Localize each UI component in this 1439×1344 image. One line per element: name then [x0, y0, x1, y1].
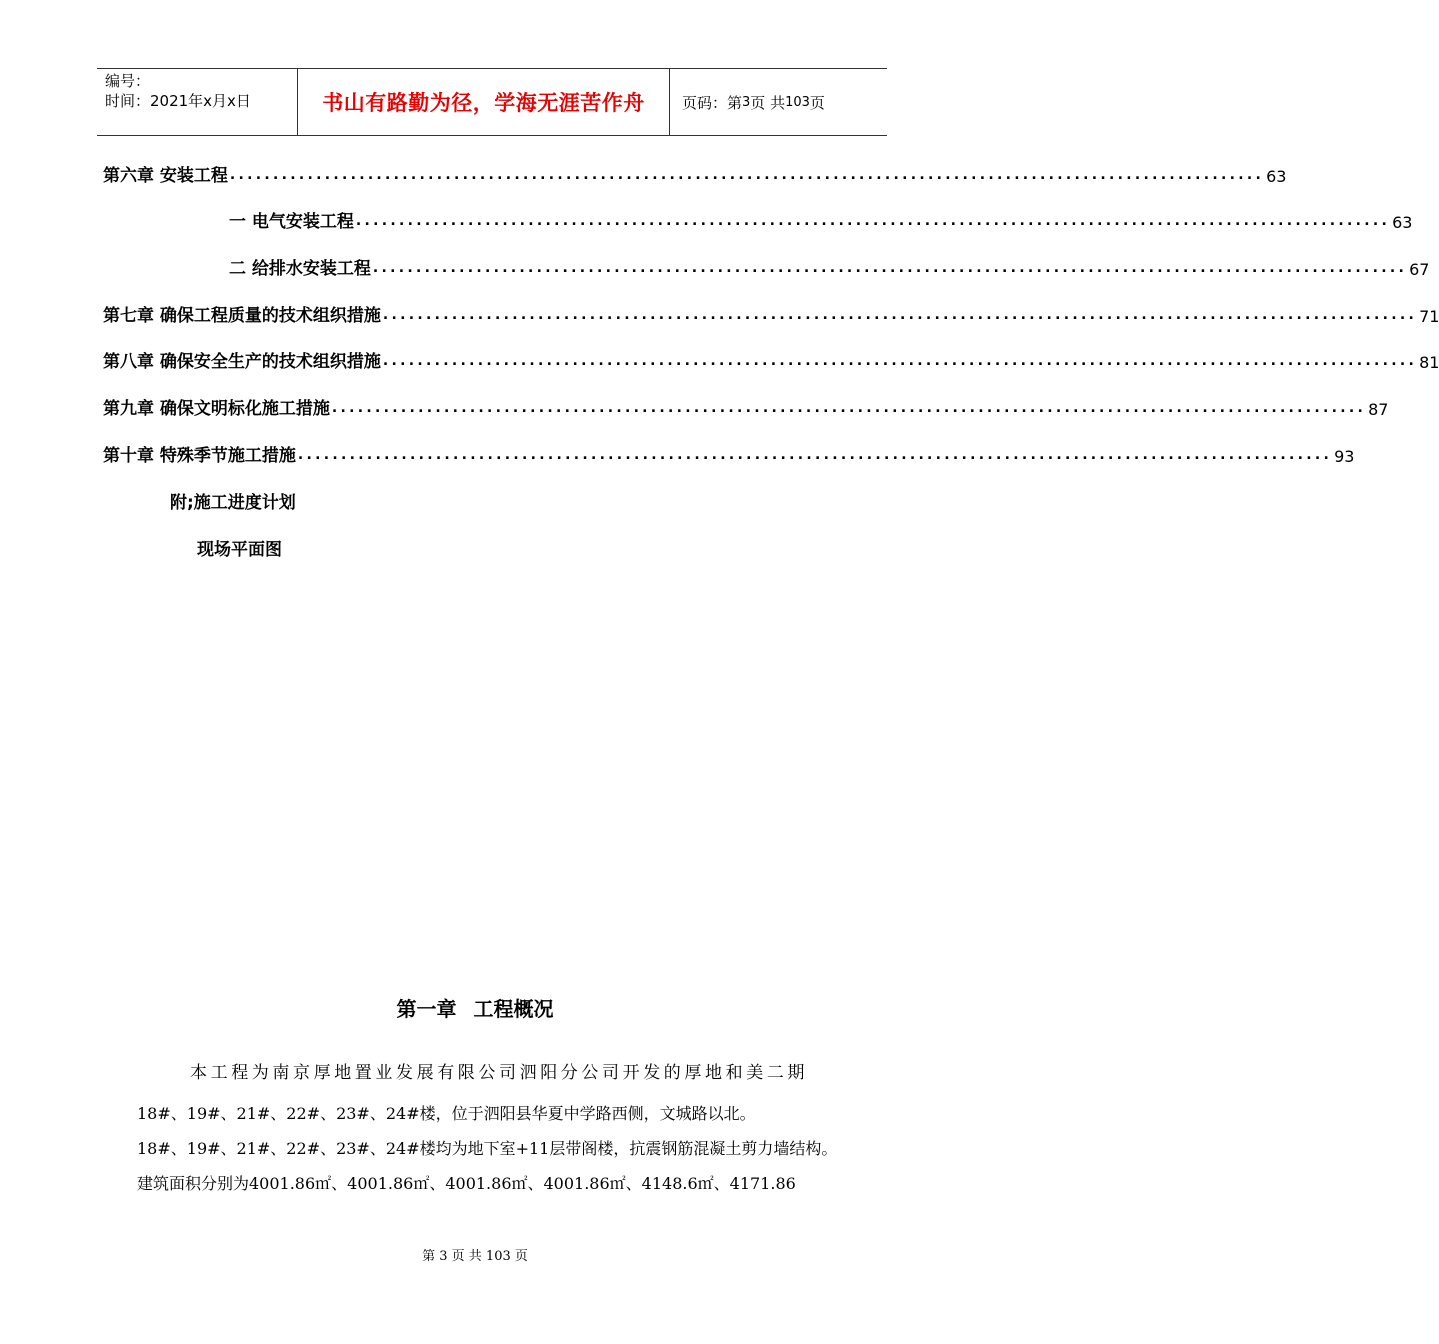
page-current: 3 — [742, 94, 751, 110]
toc-entry-page: 87 — [1368, 400, 1389, 419]
page-header — [97, 68, 887, 136]
toc-leader-dots: ........................................................................................................................ — [382, 353, 1418, 369]
toc-entry[interactable] — [229, 206, 1413, 232]
toc-entry-label: 二 给排水安装工程 — [229, 259, 371, 279]
header-motto: 书山有路勤为径，学海无涯苦作舟 — [298, 69, 670, 135]
toc-entry-label: 第八章 确保安全生产的技术组织措施 — [103, 352, 381, 372]
paragraph-line: 建筑面积分别为4001.86㎡、4001.86㎡、4001.86㎡、4001.86㎡、4148.6㎡、4171.86 — [137, 1174, 796, 1193]
toc-leader-dots: ........................................................................................................................ — [382, 307, 1418, 323]
toc-entry[interactable] — [103, 300, 1439, 326]
header-meta — [97, 69, 298, 135]
toc-entry-label: 第九章 确保文明标化施工措施 — [103, 399, 330, 419]
toc-leader-dots: ........................................................................................................................ — [372, 260, 1408, 276]
toc-entry[interactable] — [103, 393, 1389, 419]
toc-entry[interactable] — [229, 253, 1430, 279]
toc-leader-dots: ........................................................................................................................ — [297, 447, 1333, 463]
paragraph-line: 本工程为南京厚地置业发展有限公司泗阳分公司开发的厚地和美二期 — [190, 1063, 808, 1083]
toc-entry-label: 一 电气安装工程 — [229, 212, 354, 232]
page-total: 103 — [785, 94, 810, 110]
document-number-label: 编号： — [105, 72, 151, 90]
toc-entry-page: 67 — [1409, 260, 1430, 279]
toc-appendix-site-plan: 现场平面图 — [197, 540, 282, 560]
toc-entry-page: 71 — [1419, 307, 1439, 326]
toc-entry-page: 63 — [1266, 167, 1287, 186]
header-page-info — [670, 69, 887, 135]
toc-entry-page: 63 — [1392, 213, 1413, 232]
toc-entry-label: 第七章 确保工程质量的技术组织措施 — [103, 306, 381, 326]
toc-appendix-schedule: 附;施工进度计划 — [170, 493, 296, 513]
paragraph-line: 18#、19#、21#、22#、23#、24#楼均为地下室+11层带阁楼，抗震钢筋混凝土剪力墙结构。 — [137, 1139, 838, 1158]
page-label-prefix: 页码：第 — [682, 93, 743, 112]
toc-entry[interactable] — [103, 346, 1439, 372]
toc-leader-dots: ........................................................................................................................ — [229, 167, 1265, 183]
toc-entry-page: 93 — [1334, 447, 1355, 466]
toc-entry-label: 第十章 特殊季节施工措施 — [103, 446, 296, 466]
toc-leader-dots: ........................................................................................................................ — [355, 213, 1391, 229]
toc-entry-label: 第六章 安装工程 — [103, 166, 228, 186]
page-label-suffix: 页 — [809, 93, 825, 112]
document-time-label: 时间：2021年x月x日 — [105, 92, 251, 110]
toc-entry[interactable] — [103, 440, 1355, 466]
toc-leader-dots: ........................................................................................................................ — [331, 400, 1367, 416]
page-label-mid: 页 共 — [750, 93, 786, 112]
toc-entry-page: 81 — [1419, 353, 1439, 372]
chapter-title: 第一章 工程概况 — [396, 997, 554, 1021]
paragraph-line: 18#、19#、21#、22#、23#、24#楼，位于泗阳县华夏中学路西侧，文城路以北。 — [137, 1104, 756, 1123]
page-footer: 第 3 页 共 103 页 — [422, 1249, 528, 1264]
toc-entry[interactable] — [103, 160, 1287, 186]
